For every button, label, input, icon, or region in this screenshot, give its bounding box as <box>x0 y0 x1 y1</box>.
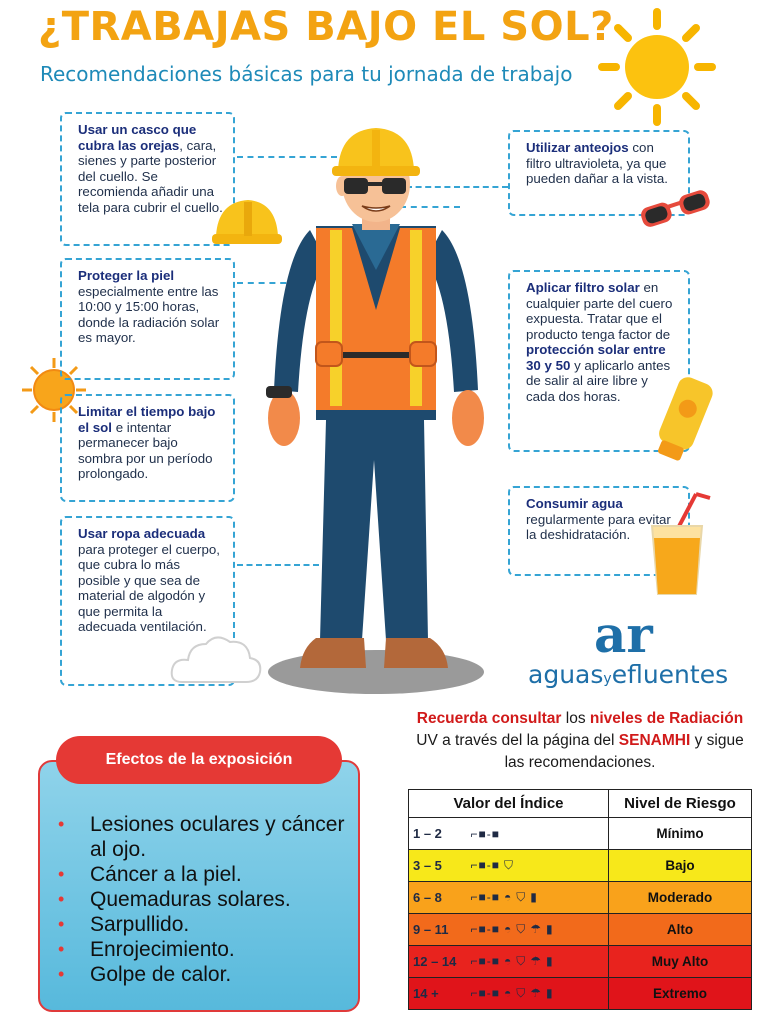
shirt-icon: ⛉ <box>516 954 527 968</box>
risk-level: Alto <box>609 914 752 946</box>
recommendation-tiempo <box>60 394 235 502</box>
sunscreen-icon: ▮ <box>546 986 554 1000</box>
logo-aguas-efluentes <box>524 605 729 700</box>
protection-icons <box>469 946 609 978</box>
recommendation-filtro-text: en cualquier parte del cuero expuesta. Tratar que el producto tenga factor de <box>526 280 673 342</box>
hat-icon: ◓ <box>504 954 513 968</box>
sunglasses-icon <box>636 182 718 232</box>
effects-list <box>58 812 354 987</box>
sunscreen-icon: ▮ <box>546 922 554 936</box>
recommendation-tiempo-text: e intentar permanecer bajo sombra por un período prolongado. <box>78 419 213 481</box>
sunglasses-icon: ⌐■-■ <box>470 954 500 968</box>
table-row <box>409 818 752 850</box>
protection-icons <box>469 914 609 946</box>
umbrella-icon: ☂ <box>530 954 543 968</box>
worker-illustration <box>260 120 500 710</box>
effect-item: • Lesiones oculares y cáncer al ojo. <box>58 812 354 862</box>
recommendation-filtro-title: Aplicar filtro solar <box>526 280 640 295</box>
uv-index-value: 12 – 14 <box>409 946 469 978</box>
sunglasses-icon: ⌐■-■ <box>470 986 500 1000</box>
notice-part: los <box>561 710 590 727</box>
cloud-icon <box>168 628 264 688</box>
risk-level: Extremo <box>609 978 752 1010</box>
risk-level: Moderado <box>609 882 752 914</box>
shirt-icon: ⛉ <box>516 986 527 1000</box>
recommendation-piel <box>60 258 235 380</box>
hat-icon: ◓ <box>504 922 513 936</box>
recommendation-casco <box>60 112 235 246</box>
recommendation-anteojos-title: Utilizar anteojos <box>526 140 629 155</box>
risk-level: Bajo <box>609 850 752 882</box>
recommendation-casco-title: Usar un casco que cubra las orejas <box>78 122 197 153</box>
recommendation-piel-title: Proteger la piel <box>78 268 175 283</box>
notice-part: UV a través del la página del <box>416 732 619 749</box>
effect-item: • Enrojecimiento. <box>58 937 354 962</box>
sunscreen-icon <box>652 370 716 466</box>
uv-index-value: 3 – 5 <box>409 850 469 882</box>
shirt-icon: ⛉ <box>516 890 527 904</box>
risk-level: Mínimo <box>609 818 752 850</box>
recommendation-agua-text: regularmente para evitar la deshidratación. <box>526 511 671 542</box>
uv-risk-table <box>408 789 752 1010</box>
sunglasses-icon: ⌐■-■ <box>470 890 500 904</box>
helmet-icon <box>210 196 284 252</box>
table-row <box>409 914 752 946</box>
protection-icons <box>469 882 609 914</box>
effect-item: • Sarpullido. <box>58 912 354 937</box>
page-subtitle: Recomendaciones básicas para tu jornada de trabajo <box>40 62 573 86</box>
recommendation-filtro-text2: y aplicarlo antes de salir al aire libre y cada dos horas. <box>526 357 671 404</box>
notice-part: niveles de Radiación <box>589 710 744 727</box>
table-row <box>409 946 752 978</box>
drink-icon <box>640 492 712 596</box>
recommendation-filtro-spf: protección solar entre 30 y 50 <box>526 342 666 373</box>
hat-icon: ◓ <box>504 986 513 1000</box>
logo-name-b: efluentes <box>611 660 729 689</box>
risk-level: Muy Alto <box>609 946 752 978</box>
table-row <box>409 850 752 882</box>
sunglasses-icon: ⌐■-■ <box>470 922 500 936</box>
shirt-icon: ⛉ <box>504 858 515 872</box>
uv-index-value: 6 – 8 <box>409 882 469 914</box>
sunglasses-icon: ⌐■-■ <box>470 826 500 841</box>
table-row <box>409 978 752 1010</box>
column-header-nivel: Nivel de Riesgo <box>609 790 752 818</box>
logo-text <box>528 660 728 689</box>
recommendation-tiempo-title: Limitar el tiempo bajo el sol <box>78 404 216 435</box>
effects-title: Efectos de la exposición <box>56 736 342 784</box>
recommendation-casco-text: , cara, sienes y parte posterior del cuello. Se recomienda añadir una tela para cubrir el cuello. <box>78 137 223 215</box>
table-header-row <box>409 790 752 818</box>
logo-name-a: aguas <box>528 660 604 689</box>
notice-part: SENAMHI <box>618 732 691 749</box>
notice-part: Recuerda consultar <box>416 710 562 727</box>
recommendation-piel-text: especialmente entre las 10:00 y 15:00 horas, donde la radiación solar es mayor. <box>78 283 220 345</box>
protection-icons <box>469 978 609 1010</box>
table-row <box>409 882 752 914</box>
logo-mark: ar <box>594 605 653 664</box>
table-body <box>409 818 752 1010</box>
hat-icon: ◓ <box>504 890 513 904</box>
effects-panel <box>38 760 360 1012</box>
sun-icon <box>598 8 716 126</box>
recommendation-ropa-title: Usar ropa adecuada <box>78 526 206 541</box>
effect-item: • Cáncer a la piel. <box>58 862 354 887</box>
recommendation-anteojos-text: con filtro ultravioleta, ya que pueden dañar a la vista. <box>526 140 668 186</box>
page-title: ¿TRABAJAS BAJO EL SOL? <box>38 4 614 50</box>
uv-index-value: 1 – 2 <box>409 818 469 850</box>
protection-icons <box>469 850 609 882</box>
recommendation-agua-title: Consumir agua <box>526 496 623 511</box>
protection-icons <box>469 818 609 850</box>
sunscreen-icon: ▮ <box>530 890 538 904</box>
senamhi-notice <box>410 708 750 774</box>
sunglasses-icon: ⌐■-■ <box>470 858 500 872</box>
column-header-valor: Valor del Índice <box>409 790 609 818</box>
umbrella-icon: ☂ <box>530 986 543 1000</box>
effect-item: • Golpe de calor. <box>58 962 354 987</box>
shirt-icon: ⛉ <box>516 922 527 936</box>
recommendation-ropa-text: para proteger el cuerpo, que cubra lo más posible y que sea de material de algodón y que permita la adecuada ventilación. <box>78 541 220 634</box>
sunscreen-icon: ▮ <box>546 954 554 968</box>
logo-name-y: y <box>603 671 612 687</box>
notice-part: y sigue las recomendaciones. <box>504 732 744 771</box>
uv-index-value: 14 + <box>409 978 469 1010</box>
effect-item: • Quemaduras solares. <box>58 887 354 912</box>
uv-index-value: 9 – 11 <box>409 914 469 946</box>
umbrella-icon: ☂ <box>530 922 543 936</box>
